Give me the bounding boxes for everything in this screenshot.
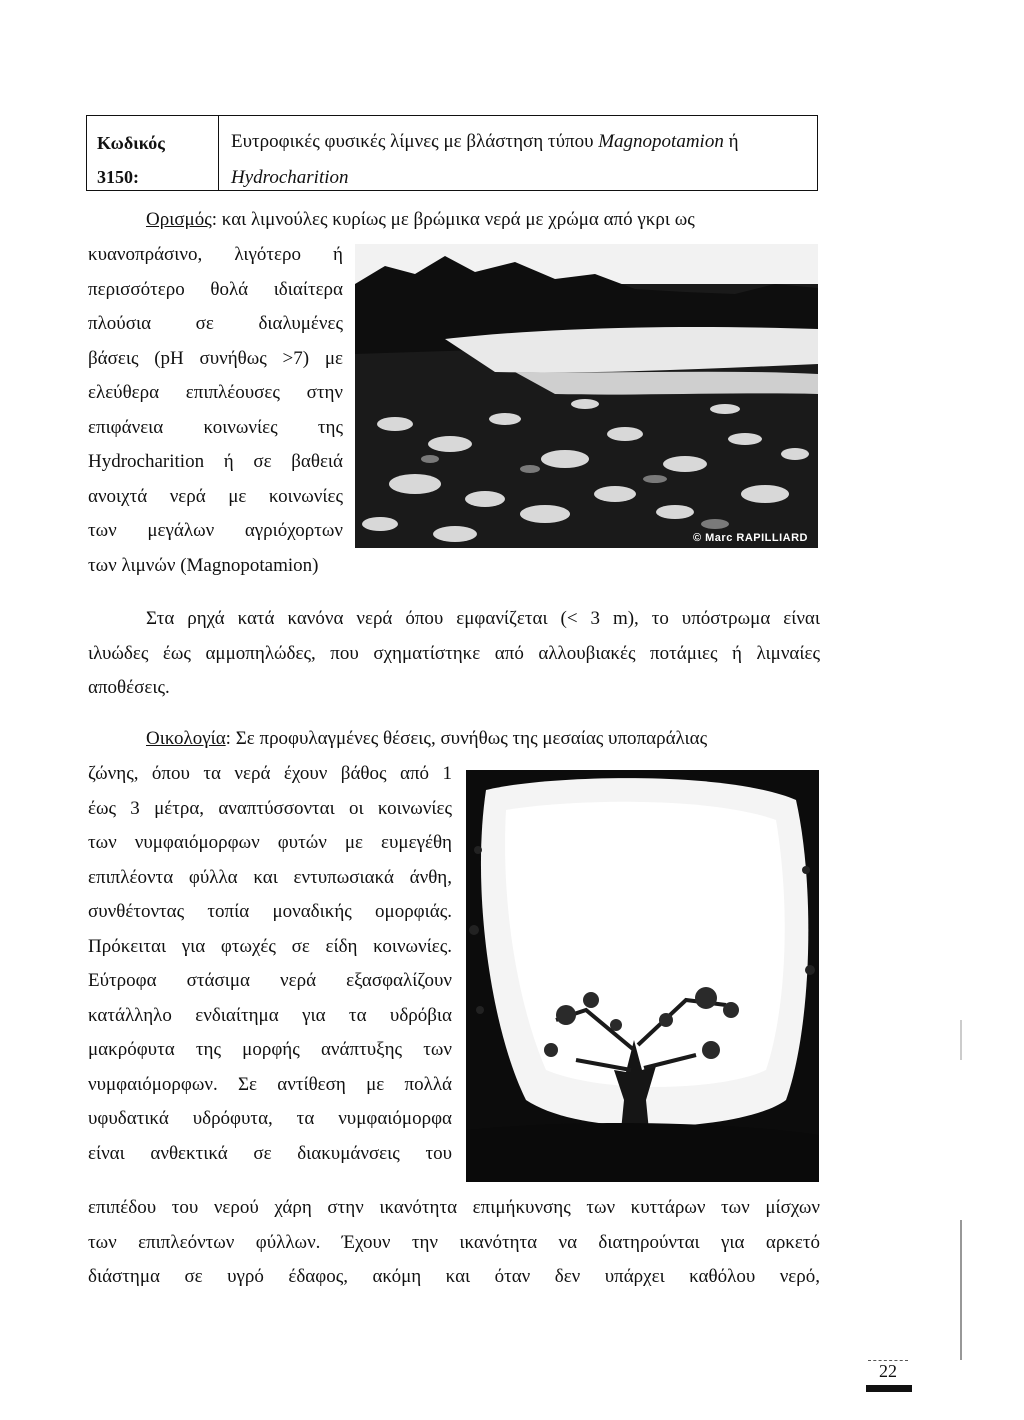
ecology-line: κατάλληλο ενδιαίτημα για τα υδρόβια — [88, 1004, 452, 1026]
definition-line: βάσεις (pH συνήθως >7) με — [88, 347, 343, 369]
title-italic-magnopotamion: Magnopotamion — [598, 131, 724, 152]
definition-line: ελεύθερα επιπλέουσες στην — [88, 382, 343, 403]
tree-photo-image — [466, 770, 819, 1182]
shallow-paragraph — [88, 602, 820, 706]
definition-line: κυανοπράσινο, λιγότερο ή — [88, 244, 343, 265]
ecology-first-line — [146, 722, 820, 757]
definition-line: επιφάνεια κοινωνίες της — [88, 416, 343, 438]
ecology-line: των νυμφαιόμορφων φυτών με ευμεγέθη — [88, 832, 452, 853]
lake-photo — [355, 244, 818, 548]
definition-line: των μεγάλων αγριόχορτων — [88, 520, 343, 541]
title-text: Ευτροφικές φυσικές λίμνες με βλάστηση τύπου — [231, 131, 599, 152]
page-number: 22 — [868, 1360, 908, 1382]
ecology-line: είναι ανθεκτικά σε διακυμάνσεις του — [88, 1142, 452, 1164]
definition-line1: : και λιμνούλες κυρίως με βρώμικα νερά με χρώμα από γκρι ως — [211, 209, 695, 230]
code-cell — [87, 116, 219, 190]
code-label: Κωδικός — [97, 133, 165, 153]
ecology-wide-text — [88, 1191, 820, 1295]
tree-photo — [466, 770, 819, 1182]
definition-line: ανοιχτά νερά με κοινωνίες — [88, 485, 343, 507]
ecology-line: συνθέτοντας τοπία μοναδικής ομορφιάς. — [88, 901, 452, 922]
shallow-line: ιλυώδες έως αμμοπηλώδες, που σχηματίστηκε από αλλουβιακές ποτάμιες ή λιμναίες — [88, 642, 820, 664]
ecology-line1: : Σε προφυλαγμένες θέσεις, συνήθως της μεσαίας υποπαράλιας — [225, 728, 708, 749]
ecology-wide-line: των επιπλεόντων φύλλων. Έχουν την ικανότητα να διατηρούνται για αρκετό — [88, 1231, 820, 1253]
photo-credit: © Marc RAPILLIARD — [692, 532, 808, 544]
ecology-wide-line: επιπέδου του νερού χάρη στην ικανότητα επιμήκυνσης των κυττάρων των μίσχων — [88, 1197, 820, 1218]
ecology-heading: Οικολογία — [146, 728, 226, 749]
ecology-line: Εύτροφα στάσιμα νερά εξασφαλίζουν — [88, 970, 452, 991]
shallow-line: Στα ρηχά κατά κανόνα νερά όπου εμφανίζεται (< 3 m), το υπόστρωμα είναι — [146, 608, 820, 629]
definition-line: Hydrocharition ή σε βαθειά — [88, 451, 343, 472]
code-table — [86, 115, 818, 191]
definition-first-line — [146, 203, 820, 238]
definition-heading: Ορισμός — [146, 209, 212, 230]
definition-last-line: των λιμνών (Magnopotamion) — [88, 554, 319, 576]
ecology-narrow-text — [88, 757, 452, 1171]
ecology-wide-line: διάστημα σε υγρό έδαφος, ακόμη και όταν δεν υπάρχει καθόλου νερό, — [88, 1266, 820, 1287]
ecology-line: έως 3 μέτρα, αναπτύσσονται οι κοινωνίες — [88, 797, 452, 819]
shallow-last-line: αποθέσεις. — [88, 677, 170, 698]
lake-photo-image — [355, 244, 818, 548]
definition-line: περισσότερο θολά ιδιαίτερα — [88, 278, 343, 300]
definition-narrow-text — [88, 238, 343, 583]
ecology-line: νυμφαιόμορφων. Σε αντίθεση με πολλά — [88, 1073, 452, 1095]
ecology-line: υφυδατικά υδρόφυτα, τα νυμφαιόμορφα — [88, 1108, 452, 1129]
scan-artifact-marks — [958, 1020, 964, 1400]
definition-line: πλούσια σε διαλυμένες — [88, 313, 343, 334]
title-italic-hydrocharition: Hydrocharition — [231, 167, 349, 188]
ecology-line: μακρόφυτα της μορφής ανάπτυξης των — [88, 1039, 452, 1060]
ecology-line: επιπλέοντα φύλλα και εντυπωσιακά άνθη, — [88, 866, 452, 888]
ecology-line: ζώνης, όπου τα νερά έχουν βάθος από 1 — [88, 763, 452, 784]
habitat-title — [219, 116, 817, 190]
code-value: 3150: — [97, 167, 139, 187]
ecology-line: Πρόκειται για φτωχές σε είδη κοινωνίες. — [88, 935, 452, 957]
page-number-bar — [866, 1385, 912, 1392]
title-connector: ή — [723, 131, 739, 152]
